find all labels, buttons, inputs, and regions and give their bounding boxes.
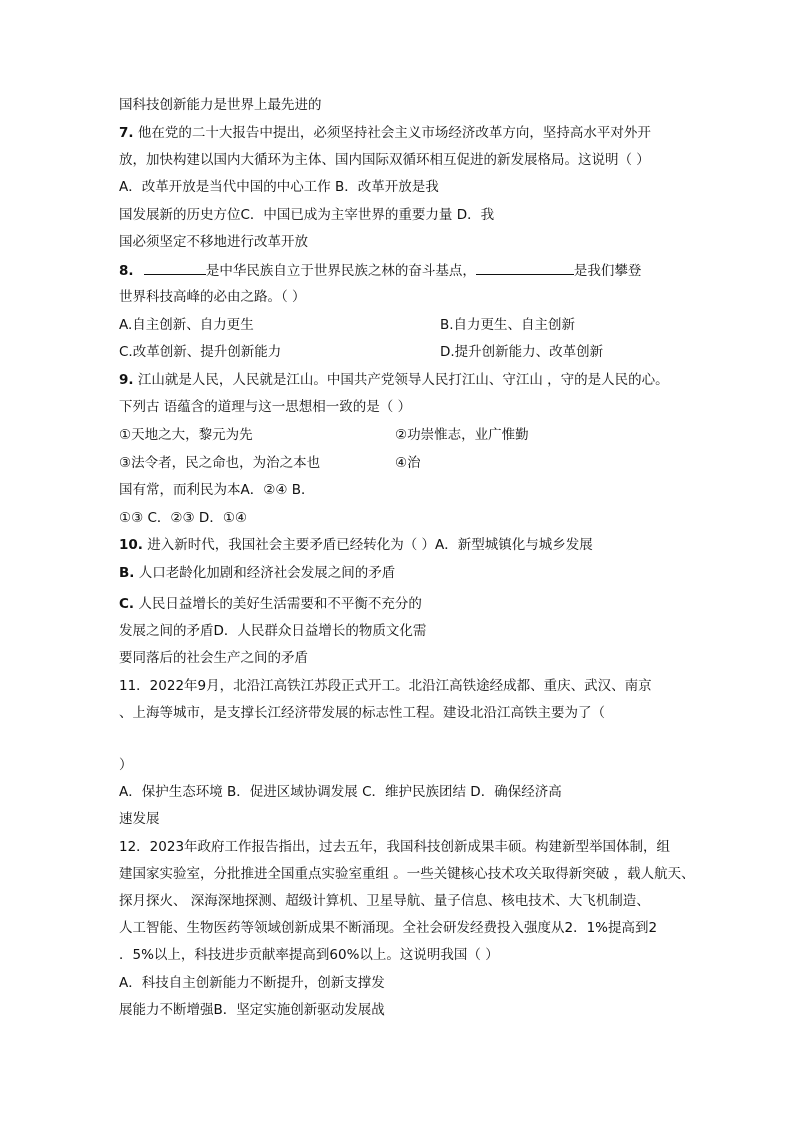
- question-12-stem: 12．2023年政府工作报告指出，过去五年，我国科技创新成果丰硕。构建新型举国体制，组: [119, 839, 671, 855]
- question-text: 是中华民族自立于世界民族之林的奋斗基点，: [205, 263, 476, 279]
- text-line: 人工智能、生物医药等领域创新成果不断涌现。全社会研发经费投入强度从2．1%提高到2: [119, 920, 658, 936]
- text-line: 国科技创新能力是世界上最先进的: [119, 97, 322, 113]
- option-text: 人民日益增长的美好生活需要和不平衡不充分的: [138, 596, 422, 612]
- question-number: 8.: [119, 263, 134, 279]
- option-2: ②功崇惟志，业广惟勤: [395, 427, 529, 443]
- text-line: 探月探火、 深海深地探测、超级计算机、卫星导航、量子信息、核电技术、大飞机制造、: [119, 893, 650, 909]
- option-line: 国有常，而利民为本A．②④ B．: [119, 482, 315, 498]
- option-a: A.自主创新、自力更生: [119, 317, 254, 333]
- option-3: ③法令者，民之命也，为治之本也: [119, 455, 321, 471]
- text-line: 放，加快构建以国内大循环为主体、国内国际双循环相互促进的新发展格局。这说明（ ）: [119, 152, 650, 168]
- text-line: 世界科技高峰的必由之路。（ ）: [119, 289, 306, 305]
- option-line: 要同落后的社会生产之间的矛盾: [119, 650, 308, 666]
- option-b: B.自力更生、自主创新: [440, 317, 576, 333]
- question-text: 是我们攀登: [573, 263, 642, 279]
- option-line: 国发展新的历史方位C．中国已成为主宰世界的重要力量 D．我: [119, 207, 495, 223]
- option-line: 速发展: [119, 811, 160, 827]
- option-b: [119, 563, 395, 583]
- text-line: 下列古 语蕴含的道理与这一思想相一致的是（ ）: [119, 399, 412, 415]
- question-number: 10.: [119, 537, 143, 553]
- option-1: ①天地之大，黎元为先: [119, 427, 253, 443]
- option-line: A．改革开放是当代中国的中心工作 B．改革开放是我: [119, 179, 439, 195]
- question-11-stem: 11．2022年9月，北沿江高铁江苏段正式开工。北沿江高铁途经成都、重庆、武汉、南京: [119, 678, 652, 694]
- question-9-stem: [119, 370, 669, 390]
- question-8-stem: [119, 260, 641, 281]
- option-d: D.提升创新能力、改革创新: [440, 344, 604, 360]
- text-line: ．5%以上，科技进步贡献率提高到60%以上。这说明我国（ ）: [119, 947, 499, 963]
- text-line: 建国家实验室，分批推进全国重点实验室重组 。一些关键核心技术攻关取得新突破 ，载人航天、: [119, 866, 695, 882]
- option-line: ①③ C．②③ D．①④: [119, 510, 248, 526]
- option-text: 人口老龄化加剧和经济社会发展之间的矛盾: [138, 565, 396, 581]
- question-number: 7.: [119, 125, 134, 141]
- question-text: 江山就是人民，人民就是江山。中国共产党领导人民打江山、守江山 ，守的是人民的心。: [137, 372, 669, 388]
- option-line: 展能力不断增强B．坚定实施创新驱动发展战: [119, 1002, 385, 1018]
- option-c: C.改革创新、提升创新能力: [119, 344, 282, 360]
- option-line: 国必须坚定不移地进行改革开放: [119, 234, 308, 250]
- option-line: 发展之间的矛盾D．人民群众日益增长的物质文化需: [119, 623, 427, 639]
- option-label: C.: [119, 596, 135, 612]
- option-line: A．科技自主创新能力不断提升，创新支撑发: [119, 975, 385, 991]
- question-text: 他在党的二十大报告中提出，必须坚持社会主义市场经济改革方向，坚持高水平对外开: [137, 125, 651, 141]
- option-4: ④治: [395, 455, 421, 471]
- question-number: 9.: [119, 372, 134, 388]
- answer-blank: [476, 260, 574, 275]
- answer-blank: [144, 260, 206, 275]
- question-7-stem: [119, 123, 651, 143]
- option-label: B.: [119, 565, 135, 581]
- text-line: ）: [119, 757, 133, 773]
- text-line: 、上海等城市，是支撑长江经济带发展的标志性工程。建设北沿江高铁主要为了（: [119, 705, 605, 721]
- question-10-stem: [119, 535, 593, 555]
- question-text: 进入新时代，我国社会主要矛盾已经转化为（ ）A．新型城镇化与城乡发展: [147, 537, 593, 553]
- option-line: A．保护生态环境 B．促进区域协调发展 C．维护民族团结 D．确保经济高: [119, 784, 562, 800]
- option-c: [119, 594, 422, 614]
